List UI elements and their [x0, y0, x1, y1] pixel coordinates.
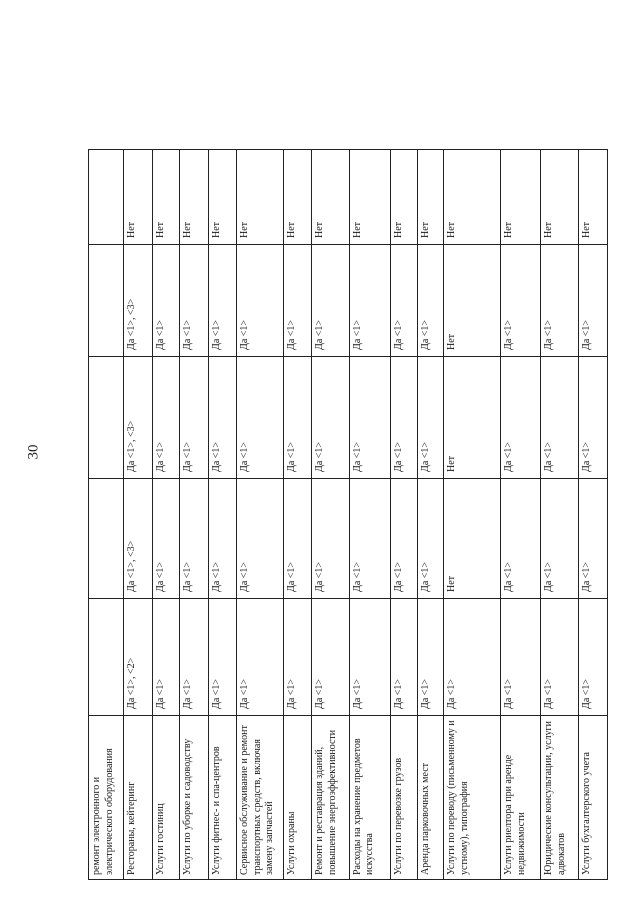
value-cell: Да <1>: [390, 245, 417, 357]
page-number: 30: [25, 444, 42, 460]
value-cell: [89, 357, 124, 479]
value-cell: Да <1>: [312, 357, 350, 479]
value-cell: Да <1>: [312, 599, 350, 716]
value-cell: Нет: [237, 150, 284, 245]
table-row: [501, 150, 541, 880]
value-cell: Да <1>: [349, 479, 390, 599]
value-cell: Да <1>: [541, 599, 579, 716]
service-cell: Услуги по перевозке грузов: [390, 716, 417, 880]
service-cell: Сервисное обслуживание и ремонт транспортных средств, включая замену запчастей: [237, 716, 284, 880]
table-row: [89, 150, 124, 880]
value-cell: Да <1>: [180, 357, 209, 479]
value-cell: Да <1>: [501, 479, 541, 599]
table-row: [444, 150, 501, 880]
value-cell: Да <1>: [417, 245, 444, 357]
value-cell: Да <1>: [237, 245, 284, 357]
value-cell: Нет: [444, 357, 501, 479]
table-row: [208, 150, 237, 880]
value-cell: Да <1>: [284, 479, 312, 599]
value-cell: Да <1>: [237, 599, 284, 716]
value-cell: Да <1>: [579, 479, 608, 599]
value-cell: Нет: [444, 479, 501, 599]
service-cell: Аренда парковочных мест: [417, 716, 444, 880]
table-row: [390, 150, 417, 880]
value-cell: Нет: [444, 245, 501, 357]
value-cell: Да <1>: [501, 357, 541, 479]
service-cell: Услуги по уборке и садоводству: [180, 716, 209, 880]
value-cell: Да <1>, <3>: [123, 479, 153, 599]
table-row: [579, 150, 608, 880]
value-cell: Нет: [501, 150, 541, 245]
table-row: [541, 150, 579, 880]
value-cell: Нет: [208, 150, 237, 245]
value-cell: Да <1>: [349, 245, 390, 357]
service-cell: Услуги фитнес- и спа-центров: [208, 716, 237, 880]
service-cell: ремонт электронного и электрического оборудования: [89, 716, 124, 880]
value-cell: Нет: [390, 150, 417, 245]
value-cell: Да <1>: [390, 599, 417, 716]
value-cell: Да <1>: [208, 245, 237, 357]
value-cell: [89, 245, 124, 357]
service-cell: Расходы на хранение предметов искусства: [349, 716, 390, 880]
service-cell: Юридические консультации, услуги адвокатов: [541, 716, 579, 880]
value-cell: Да <1>: [208, 357, 237, 479]
value-cell: Да <1>: [312, 245, 350, 357]
value-cell: Да <1>: [153, 357, 180, 479]
value-cell: Да <1>: [153, 245, 180, 357]
value-cell: [89, 150, 124, 245]
value-cell: Нет: [153, 150, 180, 245]
rotated-table-sheet: [88, 150, 608, 880]
value-cell: Да <1>: [501, 245, 541, 357]
value-cell: Да <1>: [284, 245, 312, 357]
value-cell: Да <1>: [390, 357, 417, 479]
table-row: [153, 150, 180, 880]
value-cell: Да <1>: [579, 599, 608, 716]
value-cell: Да <1>: [541, 357, 579, 479]
value-cell: Да <1>, <3>: [123, 245, 153, 357]
value-cell: Нет: [284, 150, 312, 245]
value-cell: Да <1>, <2>: [123, 599, 153, 716]
service-cell: Услуги бухгалтерского учета: [579, 716, 608, 880]
value-cell: Да <1>: [180, 245, 209, 357]
value-cell: Да <1>: [349, 357, 390, 479]
value-cell: Да <1>: [501, 599, 541, 716]
value-cell: Да <1>: [579, 357, 608, 479]
value-cell: Да <1>: [208, 599, 237, 716]
value-cell: Да <1>: [153, 599, 180, 716]
value-cell: Нет: [312, 150, 350, 245]
table-row: [284, 150, 312, 880]
service-cell: Услуги по переводу (письменному и устному), типография: [444, 716, 501, 880]
value-cell: Нет: [417, 150, 444, 245]
value-cell: Нет: [579, 150, 608, 245]
value-cell: Нет: [123, 150, 153, 245]
service-cell: Ремонт и реставрация зданий, повышение энергоэффективности: [312, 716, 350, 880]
value-cell: Да <1>: [417, 599, 444, 716]
value-cell: Да <1>, <3>: [123, 357, 153, 479]
value-cell: Да <1>: [312, 479, 350, 599]
table-row: [237, 150, 284, 880]
value-cell: Да <1>: [153, 479, 180, 599]
value-cell: [89, 599, 124, 716]
services-table: [88, 149, 608, 880]
table-row: [349, 150, 390, 880]
value-cell: Да <1>: [444, 599, 501, 716]
service-cell: Услуги охраны: [284, 716, 312, 880]
value-cell: Нет: [444, 150, 501, 245]
table-row: [180, 150, 209, 880]
table-row: [417, 150, 444, 880]
service-cell: Услуги риелтора при аренде недвижимости: [501, 716, 541, 880]
value-cell: Нет: [349, 150, 390, 245]
value-cell: Да <1>: [417, 479, 444, 599]
value-cell: Нет: [541, 150, 579, 245]
value-cell: Да <1>: [208, 479, 237, 599]
value-cell: Да <1>: [284, 599, 312, 716]
value-cell: Да <1>: [541, 245, 579, 357]
value-cell: Да <1>: [417, 357, 444, 479]
service-cell: Услуги гостиниц: [153, 716, 180, 880]
table-row: [123, 150, 153, 880]
value-cell: Да <1>: [349, 599, 390, 716]
value-cell: Да <1>: [237, 357, 284, 479]
value-cell: Да <1>: [390, 479, 417, 599]
value-cell: [89, 479, 124, 599]
value-cell: Да <1>: [180, 599, 209, 716]
value-cell: Да <1>: [541, 479, 579, 599]
value-cell: Да <1>: [237, 479, 284, 599]
service-cell: Рестораны, кейтеринг: [123, 716, 153, 880]
value-cell: Нет: [180, 150, 209, 245]
value-cell: Да <1>: [579, 245, 608, 357]
value-cell: Да <1>: [180, 479, 209, 599]
value-cell: Да <1>: [284, 357, 312, 479]
table-row: [312, 150, 350, 880]
